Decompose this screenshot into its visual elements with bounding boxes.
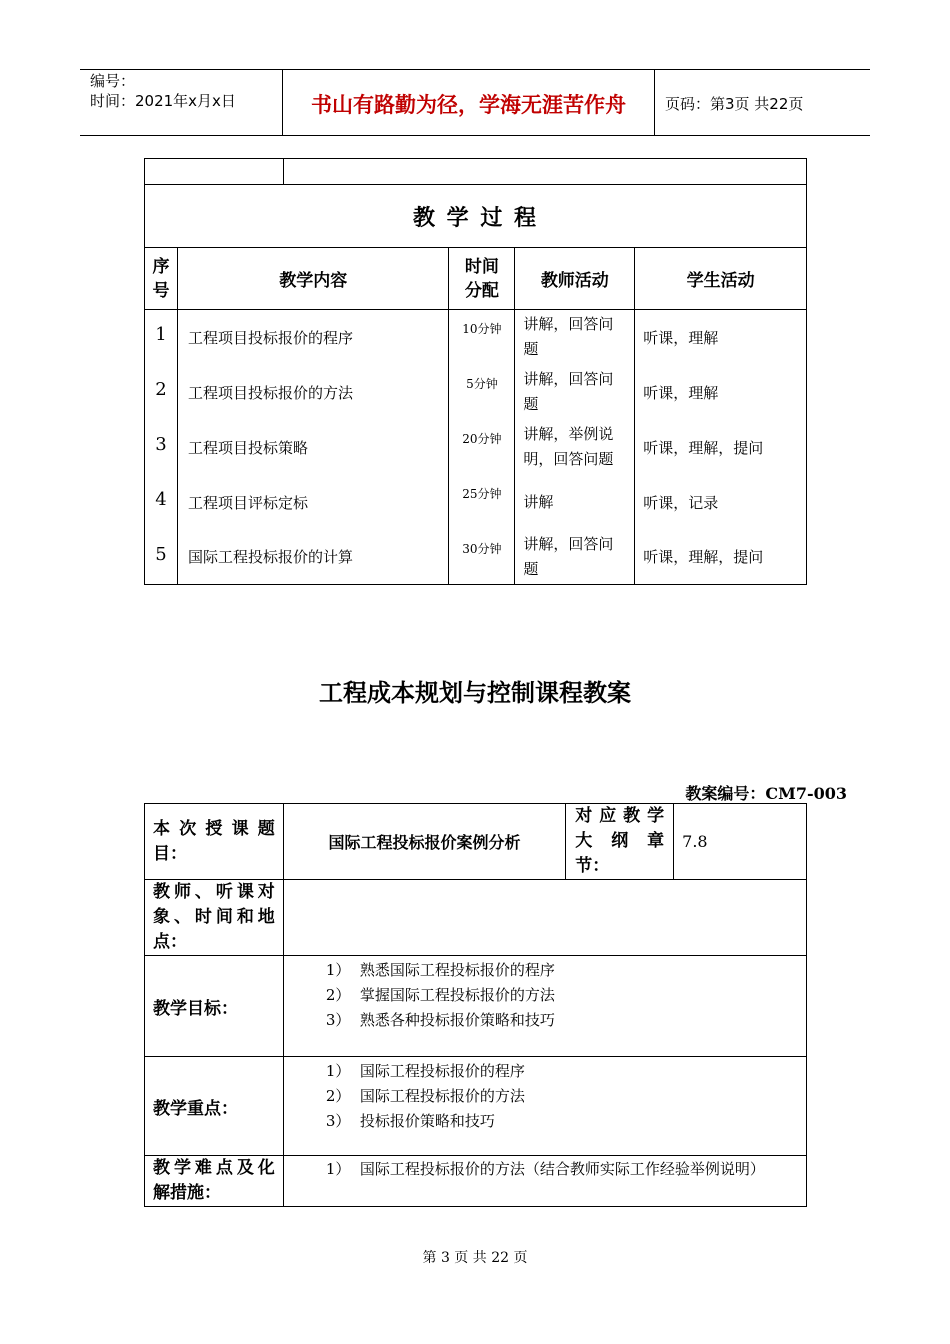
row-time: 20分钟 — [449, 420, 515, 475]
row-seq: 4 — [145, 475, 178, 530]
header-left — [90, 71, 236, 111]
row-content: 工程项目投标报价的方法 — [177, 365, 448, 420]
process-rows — [145, 310, 807, 585]
topic-value: 国际工程投标报价案例分析 — [283, 804, 565, 880]
list-item-text: 熟悉国际工程投标报价的程序 — [359, 961, 555, 979]
list-item-text: 国际工程投标报价的方法 — [359, 1087, 525, 1105]
row-teacher-activity: 讲解，回答问题 — [515, 310, 635, 365]
row-student-activity: 听课，理解，提问 — [635, 420, 807, 475]
list-item-number: 1） — [325, 1062, 351, 1080]
list-item — [326, 1157, 800, 1182]
list-item — [326, 1008, 806, 1033]
row-seq: 2 — [145, 365, 178, 420]
plan-number: 教案编号：CM7-003 — [685, 784, 847, 803]
difficulties-label: 教学难点及化 解措施： — [145, 1156, 284, 1207]
row-student-activity: 听课，理解，提问 — [635, 530, 807, 585]
key-points-list — [283, 1057, 806, 1156]
row-time: 5分钟 — [449, 365, 515, 420]
difficulties-list — [283, 1156, 806, 1207]
list-item — [326, 983, 806, 1008]
document-title: 工程成本规划与控制课程教案 — [319, 679, 631, 707]
row-time: 30分钟 — [449, 530, 515, 585]
row-teacher-activity: 讲解 — [515, 475, 635, 530]
blank-cell — [283, 159, 806, 185]
column-header-student: 学生活动 — [635, 248, 807, 310]
blank-cell — [145, 159, 284, 185]
audience-label: 教师、听课对 象、时间和地 点： — [145, 880, 284, 956]
row-teacher-activity: 讲解，回答问题 — [515, 365, 635, 420]
audience-value — [283, 880, 806, 956]
header-page-info: 页码：第3页 共22页 — [665, 95, 804, 113]
row-content: 工程项目评标定标 — [177, 475, 448, 530]
header-motto: 书山有路勤为径，学海无涯苦作舟 — [311, 93, 626, 117]
key-points-label: 教学重点： — [145, 1057, 284, 1156]
header-divider — [654, 69, 655, 136]
process-title: 教 学 过 程 — [145, 185, 807, 248]
list-item-number: 2） — [325, 986, 351, 1004]
list-item — [326, 1109, 806, 1134]
column-header-content: 教学内容 — [177, 248, 448, 310]
row-time: 25分钟 — [449, 475, 515, 530]
list-item-number: 3） — [325, 1011, 351, 1029]
row-student-activity: 听课，记录 — [635, 475, 807, 530]
header-bottom-rule — [80, 135, 870, 136]
column-header-time: 时间分配 — [449, 248, 515, 310]
row-time: 10分钟 — [449, 310, 515, 365]
column-header-seq: 序号 — [145, 248, 178, 310]
row-content: 工程项目投标报价的程序 — [177, 310, 448, 365]
objectives-label: 教学目标： — [145, 956, 284, 1057]
row-teacher-activity: 讲解，回答问题 — [515, 530, 635, 585]
outline-label: 对应教学 大纲章 节： — [566, 804, 674, 880]
row-seq: 1 — [145, 310, 178, 365]
row-content: 国际工程投标报价的计算 — [177, 530, 448, 585]
list-item-number: 2） — [325, 1087, 351, 1105]
list-item — [326, 1059, 806, 1084]
list-item-text: 国际工程投标报价的程序 — [359, 1062, 525, 1080]
process-table — [144, 158, 807, 585]
list-item-number: 1） — [325, 1160, 351, 1178]
list-item — [326, 1084, 806, 1109]
list-item-number: 3） — [325, 1112, 351, 1130]
document-time: 时间：2021年x月x日 — [90, 92, 236, 110]
table-row — [145, 365, 807, 420]
row-student-activity: 听课，理解 — [635, 365, 807, 420]
objectives-list — [283, 956, 806, 1057]
list-item-text: 掌握国际工程投标报价的方法 — [359, 986, 555, 1004]
row-teacher-activity: 讲解，举例说明，回答问题 — [515, 420, 635, 475]
list-item-text: 投标报价策略和技巧 — [359, 1112, 495, 1130]
table-row — [145, 530, 807, 585]
topic-label: 本次授课题 目： — [145, 804, 284, 880]
row-seq: 5 — [145, 530, 178, 585]
header-top-rule — [80, 69, 870, 70]
list-item — [326, 958, 806, 983]
plan-table — [144, 803, 807, 1207]
row-seq: 3 — [145, 420, 178, 475]
page-footer: 第 3 页 共 22 页 — [422, 1250, 528, 1266]
list-item-number: 1） — [325, 961, 351, 979]
list-item-text: 熟悉各种投标报价策略和技巧 — [359, 1011, 555, 1029]
row-content: 工程项目投标策略 — [177, 420, 448, 475]
table-row — [145, 310, 807, 365]
outline-value: 7.8 — [674, 804, 807, 880]
table-row — [145, 475, 807, 530]
table-row — [145, 420, 807, 475]
document-number-label: 编号： — [90, 72, 136, 90]
column-header-teacher: 教师活动 — [515, 248, 635, 310]
list-item-text: 国际工程投标报价的方法（结合教师实际工作经验举例说明） — [359, 1160, 765, 1178]
row-student-activity: 听课，理解 — [635, 310, 807, 365]
